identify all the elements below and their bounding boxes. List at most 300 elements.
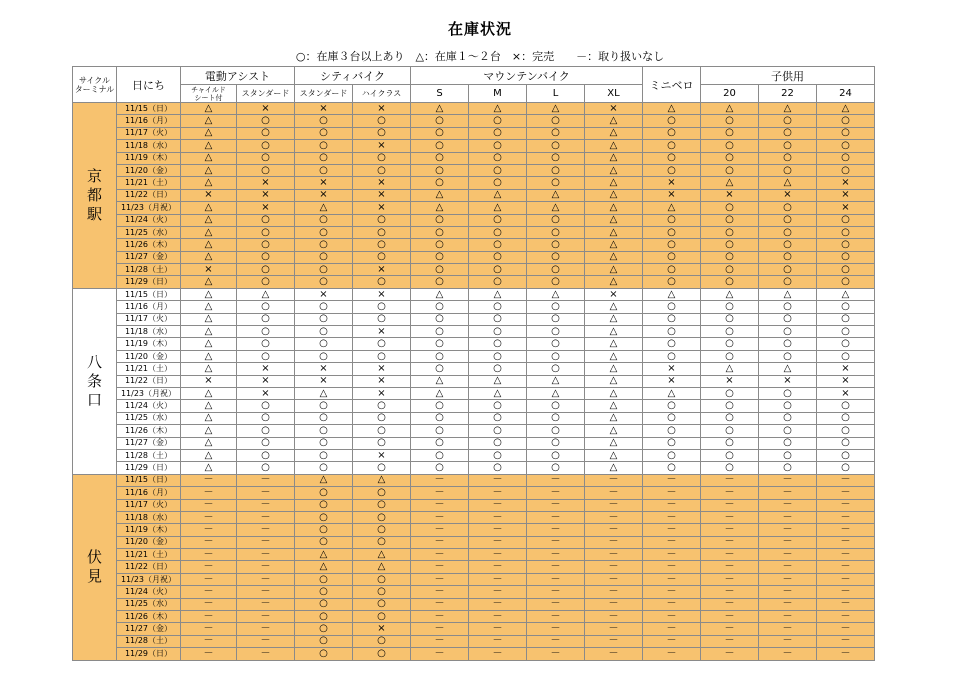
header-group-kids: 子供用 [701, 67, 875, 85]
stock-cell: ○ [701, 326, 759, 338]
stock-cell: ○ [527, 363, 585, 375]
stock-cell: △ [585, 449, 643, 461]
stock-cell: ○ [701, 412, 759, 424]
stock-cell: △ [585, 400, 643, 412]
date-cell: 11/24（火） [117, 400, 181, 412]
stock-cell: － [237, 586, 295, 598]
stock-cell: × [295, 375, 353, 387]
stock-cell: ○ [759, 140, 817, 152]
header-terminal [73, 67, 117, 103]
stock-cell: － [817, 586, 875, 598]
stock-cell: － [469, 586, 527, 598]
stock-cell: △ [585, 375, 643, 387]
header-sub-m: M [469, 85, 527, 103]
header-group-minivelo: ミニベロ [643, 67, 701, 103]
stock-cell: △ [181, 127, 237, 139]
stock-cell: ○ [295, 301, 353, 313]
stock-cell: △ [181, 152, 237, 164]
stock-cell: ○ [353, 536, 411, 548]
stock-cell: － [181, 561, 237, 573]
stock-cell: ○ [295, 524, 353, 536]
stock-cell: ○ [759, 251, 817, 263]
stock-cell: △ [585, 152, 643, 164]
table-row [73, 387, 875, 399]
stock-cell: ○ [817, 338, 875, 350]
table-row [73, 127, 875, 139]
stock-cell: ○ [237, 449, 295, 461]
stock-cell: ○ [237, 326, 295, 338]
stock-cell: △ [585, 437, 643, 449]
stock-cell: ○ [295, 425, 353, 437]
stock-cell: － [469, 573, 527, 585]
stock-cell: － [585, 648, 643, 660]
stock-cell: × [237, 387, 295, 399]
stock-cell: × [353, 375, 411, 387]
stock-cell: ○ [469, 363, 527, 375]
stock-cell: ○ [411, 400, 469, 412]
stock-cell: － [181, 524, 237, 536]
stock-cell: － [527, 499, 585, 511]
table-row [73, 239, 875, 251]
date-cell: 11/20（金） [117, 350, 181, 362]
stock-cell: △ [759, 288, 817, 300]
stock-cell: ○ [817, 437, 875, 449]
stock-cell: ○ [817, 239, 875, 251]
table-row [73, 326, 875, 338]
date-cell: 11/20（金） [117, 536, 181, 548]
stock-cell: － [701, 598, 759, 610]
stock-cell: ○ [759, 226, 817, 238]
stock-cell: ○ [469, 350, 527, 362]
stock-cell: △ [585, 425, 643, 437]
stock-cell: － [411, 648, 469, 660]
table-row [73, 313, 875, 325]
stock-cell: × [237, 375, 295, 387]
stock-cell: × [817, 363, 875, 375]
stock-cell: ○ [527, 152, 585, 164]
stock-cell: △ [701, 103, 759, 115]
stock-cell: － [527, 611, 585, 623]
stock-cell: － [759, 549, 817, 561]
stock-cell: － [701, 623, 759, 635]
stock-cell: ○ [759, 127, 817, 139]
stock-cell: ○ [237, 115, 295, 127]
stock-cell: ○ [353, 648, 411, 660]
table-row [73, 412, 875, 424]
date-cell: 11/16（月） [117, 115, 181, 127]
stock-cell: ○ [817, 462, 875, 474]
stock-cell: △ [585, 338, 643, 350]
stock-cell: － [411, 611, 469, 623]
stock-cell: ○ [353, 524, 411, 536]
stock-cell: ○ [411, 412, 469, 424]
stock-cell: － [469, 536, 527, 548]
stock-cell: ○ [469, 437, 527, 449]
date-cell: 11/27（金） [117, 437, 181, 449]
stock-cell: ○ [701, 239, 759, 251]
stock-cell: ○ [237, 301, 295, 313]
stock-cell: － [527, 561, 585, 573]
stock-cell: － [527, 487, 585, 499]
stock-cell: △ [295, 474, 353, 486]
header-group-city: シティバイク [295, 67, 411, 85]
stock-cell: △ [181, 301, 237, 313]
date-cell: 11/28（土） [117, 449, 181, 461]
stock-cell: ○ [237, 140, 295, 152]
date-cell: 11/19（木） [117, 152, 181, 164]
date-cell: 11/29（日） [117, 648, 181, 660]
stock-cell: ○ [237, 251, 295, 263]
stock-cell: △ [585, 412, 643, 424]
stock-cell: ○ [643, 449, 701, 461]
stock-cell: ○ [353, 276, 411, 288]
stock-cell: － [759, 536, 817, 548]
stock-cell: ○ [759, 115, 817, 127]
stock-cell: ○ [295, 127, 353, 139]
stock-cell: ○ [817, 152, 875, 164]
stock-cell: × [295, 103, 353, 115]
stock-cell: ○ [759, 326, 817, 338]
stock-cell: ○ [353, 350, 411, 362]
table-row [73, 499, 875, 511]
table-row [73, 140, 875, 152]
stock-cell: － [701, 611, 759, 623]
stock-cell: ○ [353, 164, 411, 176]
header-sub-child-seat [181, 85, 237, 103]
stock-cell: － [237, 623, 295, 635]
stock-cell: △ [701, 177, 759, 189]
table-row [73, 635, 875, 647]
stock-cell: △ [759, 103, 817, 115]
stock-cell: － [643, 586, 701, 598]
stock-cell: ○ [237, 350, 295, 362]
stock-cell: － [181, 536, 237, 548]
table-row [73, 611, 875, 623]
stock-cell: △ [181, 226, 237, 238]
legend: ○：在庫３台以上あり △：在庫１～２台 ×：完売 －：取り扱いなし [295, 50, 665, 63]
stock-cell: － [527, 524, 585, 536]
stock-cell: － [585, 499, 643, 511]
stock-cell: ○ [237, 462, 295, 474]
stock-cell: － [237, 573, 295, 585]
stock-cell: △ [585, 189, 643, 201]
table-row [73, 202, 875, 214]
stock-cell: － [701, 524, 759, 536]
stock-cell: ○ [643, 152, 701, 164]
stock-cell: － [643, 635, 701, 647]
stock-cell: － [411, 598, 469, 610]
table-row [73, 474, 875, 486]
stock-cell: ○ [469, 264, 527, 276]
stock-cell: ○ [759, 164, 817, 176]
table-row [73, 598, 875, 610]
stock-cell: － [411, 573, 469, 585]
stock-cell: － [237, 536, 295, 548]
stock-cell: － [411, 635, 469, 647]
stock-cell: － [411, 549, 469, 561]
stock-cell: － [527, 648, 585, 660]
stock-cell: ○ [411, 226, 469, 238]
stock-cell: ○ [295, 449, 353, 461]
stock-cell: × [643, 375, 701, 387]
table-row [73, 425, 875, 437]
table-row [73, 214, 875, 226]
stock-cell: ○ [527, 350, 585, 362]
stock-cell: ○ [759, 387, 817, 399]
stock-cell: ○ [527, 449, 585, 461]
stock-cell: △ [353, 474, 411, 486]
date-cell: 11/22（日） [117, 561, 181, 573]
stock-cell: － [643, 549, 701, 561]
stock-cell: ○ [643, 400, 701, 412]
stock-cell: △ [585, 214, 643, 226]
stock-cell: ○ [411, 350, 469, 362]
stock-cell: － [469, 487, 527, 499]
date-cell: 11/24（火） [117, 214, 181, 226]
header-sub-standard-city: スタンダード [295, 85, 353, 103]
stock-cell: △ [181, 326, 237, 338]
stock-cell: △ [295, 202, 353, 214]
stock-cell: ○ [527, 326, 585, 338]
stock-cell: △ [585, 239, 643, 251]
stock-cell: ○ [295, 251, 353, 263]
date-cell: 11/18（水） [117, 326, 181, 338]
stock-cell: － [527, 549, 585, 561]
stock-cell: × [643, 177, 701, 189]
stock-cell: ○ [643, 437, 701, 449]
stock-cell: ○ [353, 511, 411, 523]
stock-cell: △ [759, 363, 817, 375]
stock-cell: ○ [701, 214, 759, 226]
stock-cell: ○ [817, 214, 875, 226]
stock-cell: ○ [643, 115, 701, 127]
stock-cell: － [759, 511, 817, 523]
stock-cell: ○ [643, 239, 701, 251]
stock-cell: ○ [817, 226, 875, 238]
stock-cell: △ [181, 449, 237, 461]
stock-cell: △ [527, 202, 585, 214]
stock-cell: ○ [295, 140, 353, 152]
stock-cell: × [237, 202, 295, 214]
stock-cell: △ [585, 462, 643, 474]
date-cell: 11/26（木） [117, 611, 181, 623]
stock-cell: ○ [411, 177, 469, 189]
date-cell: 11/18（水） [117, 511, 181, 523]
stock-cell: － [469, 549, 527, 561]
table-row [73, 264, 875, 276]
stock-cell: ○ [411, 437, 469, 449]
date-cell: 11/15（日） [117, 288, 181, 300]
stock-cell: ○ [469, 326, 527, 338]
stock-cell: △ [527, 375, 585, 387]
stock-cell: × [353, 363, 411, 375]
date-cell: 11/21（土） [117, 177, 181, 189]
stock-cell: △ [701, 363, 759, 375]
stock-cell: ○ [295, 623, 353, 635]
page-title: 在庫状況 [447, 20, 512, 38]
stock-cell: × [817, 202, 875, 214]
stock-cell: ○ [759, 152, 817, 164]
table-row [73, 561, 875, 573]
stock-cell: ○ [411, 326, 469, 338]
stock-cell: △ [585, 363, 643, 375]
stock-cell: ○ [701, 301, 759, 313]
stock-cell: ○ [643, 251, 701, 263]
stock-cell: － [411, 561, 469, 573]
stock-cell: － [701, 635, 759, 647]
stock-cell: ○ [411, 276, 469, 288]
stock-cell: △ [181, 363, 237, 375]
stock-cell: － [585, 524, 643, 536]
stock-cell: △ [181, 251, 237, 263]
stock-cell: △ [585, 264, 643, 276]
table-row [73, 164, 875, 176]
stock-cell: － [585, 549, 643, 561]
stock-cell: ○ [527, 251, 585, 263]
stock-cell: △ [469, 387, 527, 399]
stock-cell: － [469, 635, 527, 647]
stock-cell: △ [411, 375, 469, 387]
stock-cell: ○ [759, 313, 817, 325]
stock-cell: ○ [295, 152, 353, 164]
stock-cell: × [353, 264, 411, 276]
stock-cell: － [181, 611, 237, 623]
stock-cell: ○ [411, 152, 469, 164]
stock-cell: △ [527, 387, 585, 399]
stock-cell: － [585, 586, 643, 598]
stock-cell: ○ [643, 338, 701, 350]
stock-cell: － [643, 524, 701, 536]
stock-cell: － [411, 524, 469, 536]
stock-cell: △ [817, 288, 875, 300]
stock-cell: ○ [295, 437, 353, 449]
stock-cell: － [759, 499, 817, 511]
stock-cell: － [411, 586, 469, 598]
stock-cell: × [353, 387, 411, 399]
stock-cell: × [817, 375, 875, 387]
stock-cell: ○ [353, 412, 411, 424]
stock-cell: × [353, 189, 411, 201]
stock-cell: △ [585, 313, 643, 325]
stock-cell: × [181, 375, 237, 387]
date-cell: 11/16（月） [117, 301, 181, 313]
stock-cell: － [585, 511, 643, 523]
header-sub-standard-electric: スタンダード [237, 85, 295, 103]
stock-cell: × [181, 264, 237, 276]
stock-cell: － [817, 611, 875, 623]
stock-cell: ○ [701, 449, 759, 461]
date-cell: 11/17（火） [117, 499, 181, 511]
stock-cell: ○ [353, 152, 411, 164]
header-sub-24: 24 [817, 85, 875, 103]
stock-cell: △ [643, 103, 701, 115]
stock-cell: △ [181, 288, 237, 300]
table-row [73, 511, 875, 523]
stock-cell: － [817, 474, 875, 486]
stock-cell: ○ [701, 400, 759, 412]
stock-cell: ○ [527, 301, 585, 313]
stock-cell: － [643, 536, 701, 548]
stock-cell: × [817, 177, 875, 189]
stock-cell: ○ [353, 400, 411, 412]
stock-cell: － [181, 499, 237, 511]
stock-cell: － [411, 487, 469, 499]
date-cell: 11/29（日） [117, 276, 181, 288]
stock-cell: △ [181, 412, 237, 424]
stock-cell: ○ [469, 425, 527, 437]
stock-cell: ○ [759, 400, 817, 412]
header-sub-20: 20 [701, 85, 759, 103]
stock-cell: ○ [643, 313, 701, 325]
stock-cell: ○ [237, 425, 295, 437]
stock-cell: － [643, 487, 701, 499]
stock-cell: × [353, 326, 411, 338]
stock-cell: － [527, 474, 585, 486]
stock-cell: ○ [469, 412, 527, 424]
stock-cell: ○ [237, 437, 295, 449]
table-row [73, 400, 875, 412]
stock-cell: ○ [643, 350, 701, 362]
stock-cell: ○ [353, 598, 411, 610]
stock-cell: ○ [527, 313, 585, 325]
terminal-name [73, 288, 117, 474]
date-cell: 11/23（月祝） [117, 573, 181, 585]
stock-cell: － [759, 474, 817, 486]
stock-cell: － [643, 561, 701, 573]
date-cell: 11/25（水） [117, 598, 181, 610]
stock-cell: － [181, 648, 237, 660]
stock-cell: ○ [759, 276, 817, 288]
stock-cell: ○ [295, 214, 353, 226]
stock-cell: △ [181, 462, 237, 474]
stock-cell: ○ [469, 400, 527, 412]
stock-cell: △ [411, 288, 469, 300]
stock-cell: ○ [759, 338, 817, 350]
stock-cell: － [527, 511, 585, 523]
stock-cell: － [701, 573, 759, 585]
stock-cell: － [585, 536, 643, 548]
stock-cell: ○ [353, 611, 411, 623]
terminal-name-label: 伏見 [86, 548, 102, 586]
stock-cell: × [237, 189, 295, 201]
stock-cell: ○ [353, 635, 411, 647]
stock-cell: △ [411, 387, 469, 399]
stock-cell: △ [181, 115, 237, 127]
stock-cell: ○ [295, 586, 353, 598]
stock-cell: △ [585, 251, 643, 263]
stock-cell: － [527, 598, 585, 610]
date-cell: 11/26（木） [117, 425, 181, 437]
stock-cell: ○ [701, 264, 759, 276]
stock-cell: ○ [817, 276, 875, 288]
stock-cell: － [237, 561, 295, 573]
stock-cell: － [759, 487, 817, 499]
stock-cell: － [469, 499, 527, 511]
table-row [73, 462, 875, 474]
stock-cell: △ [181, 313, 237, 325]
header-sub-child-seat-label: チャイルド シート付 [191, 85, 226, 102]
stock-cell: ○ [237, 264, 295, 276]
stock-cell: ○ [701, 127, 759, 139]
date-cell: 11/15（日） [117, 103, 181, 115]
date-cell: 11/19（木） [117, 524, 181, 536]
table-row [73, 449, 875, 461]
header-sub-xl: XL [585, 85, 643, 103]
stock-cell: × [585, 103, 643, 115]
table-row [73, 152, 875, 164]
stock-cell: △ [585, 140, 643, 152]
stock-cell: － [585, 474, 643, 486]
